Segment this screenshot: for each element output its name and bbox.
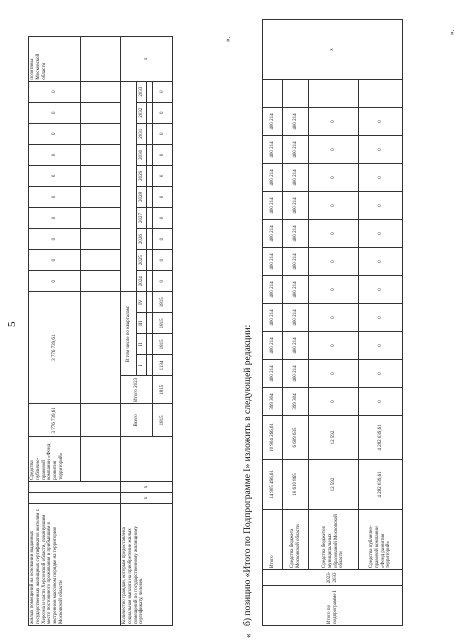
table-cell: 12 592 <box>309 460 359 510</box>
subprogram-label: Итого по подпрограмме I <box>263 586 403 626</box>
table-cell: x <box>121 492 173 503</box>
table-cell: 0 <box>29 123 81 144</box>
table-cell: 0 <box>29 250 81 271</box>
table-cell: 0 <box>309 108 359 136</box>
table-cell: 0 <box>29 102 81 123</box>
header-year: 2028 <box>137 186 147 207</box>
table-cell: 400 214 <box>283 136 309 164</box>
table-cell: 14 905 496,61 <box>263 460 283 510</box>
table-cell: 0 <box>309 164 359 192</box>
table-cell: 0 <box>309 388 359 416</box>
table-cell: 1815 <box>153 334 173 355</box>
table-cell: 0 <box>309 332 359 360</box>
table-cell: 0 <box>29 271 81 292</box>
table-cell: 1134 <box>153 355 173 376</box>
row-activity-text: жилых помещений на основании выданных государственных жилищных сертификатов жителям г. Херсона и части Херсонской области, покинувшим место постоянного проживания и прибывшим в экстренном массовом порядке на территорию Московской области <box>29 504 121 626</box>
table-cell: 1815 <box>153 376 173 404</box>
table-cell: 0 <box>359 164 403 192</box>
table-cell: 400 214 <box>283 332 309 360</box>
table-cell: 400 214 <box>283 164 309 192</box>
table-cell: 10 610 865 <box>283 460 309 510</box>
table-cell: 0 <box>359 248 403 276</box>
table-cell: 0 <box>153 250 173 271</box>
table-cell: x <box>121 481 173 492</box>
table-cell: 0 <box>309 136 359 164</box>
header-year: 2030 <box>137 144 147 165</box>
table-cell: 0 <box>309 304 359 332</box>
table-cell: 0 <box>153 207 173 228</box>
table-cell: 4 282 039,61 <box>359 416 403 460</box>
table-cell: x <box>121 37 173 82</box>
row-label: Итого <box>263 510 283 570</box>
table-cell: 400 214 <box>283 304 309 332</box>
section-heading: б) позицию «Итого по Подпрограмме I» изложить в следующей редакции: <box>243 324 253 626</box>
row-indicator-text: Количество граждан, которым предоставлена социальная выплата на приобретение жилых помещений по государственному жилищному сертификату, человек <box>121 504 173 626</box>
table-cell: 0 <box>29 165 81 186</box>
table-cell: 0 <box>359 276 403 304</box>
table-cell: 10 904 266,61 <box>263 416 283 460</box>
table-cell: 400 214 <box>283 220 309 248</box>
table-row <box>309 20 359 626</box>
table-cell: 0 <box>359 304 403 332</box>
table-cell: 400 214 <box>263 108 283 136</box>
page-number: 5 <box>6 321 18 327</box>
header-year: 2025 <box>137 250 147 271</box>
table-program-activities <box>28 36 173 626</box>
table-cell: 0 <box>309 276 359 304</box>
table-cell: 0 <box>29 81 81 102</box>
table-cell: 0 <box>153 271 173 292</box>
header-q3: III <box>137 313 147 334</box>
table-cell: 0 <box>153 123 173 144</box>
opening-quote-mark: « <box>243 633 253 638</box>
row-label: Средства бюджетов муниципальных образований Московской области <box>309 510 359 570</box>
table-cell: 6 609 635 <box>283 416 309 460</box>
header-q4: IV <box>137 292 147 313</box>
table-cell: 0 <box>359 136 403 164</box>
table-row <box>263 20 283 626</box>
table-cell: 0 <box>359 220 403 248</box>
closing-quote-mark: ». <box>448 29 456 35</box>
header-q1: I <box>137 355 147 376</box>
cell-total: 3 776 739,61 <box>29 404 81 437</box>
table-cell: x <box>263 20 403 80</box>
table-cell: 0 <box>153 102 173 123</box>
table-cell: 400 214 <box>283 360 309 388</box>
row-label: Средства бюджета Московской области <box>283 510 309 570</box>
table-row <box>283 20 309 626</box>
table-cell: 1815 <box>153 292 173 313</box>
table-cell: 400 214 <box>263 164 283 192</box>
table-cell: 400 214 <box>283 248 309 276</box>
table-cell: 399 304 <box>283 388 309 416</box>
table-cell: 12 592 <box>309 416 359 460</box>
table-cell: 400 214 <box>263 136 283 164</box>
table-cell: 0 <box>153 165 173 186</box>
table-cell: 0 <box>359 332 403 360</box>
cell-end: позитивы Московской области <box>29 37 81 82</box>
table-row <box>29 37 81 626</box>
table-cell: 0 <box>29 186 81 207</box>
table-cell: 400 214 <box>263 332 283 360</box>
header-q2: II <box>137 334 147 355</box>
table-cell: 0 <box>29 229 81 250</box>
table-cell: 400 214 <box>263 192 283 220</box>
header-year: 2026 <box>137 229 147 250</box>
subprogram-period: 2023-2033 <box>263 570 403 586</box>
table-cell: 0 <box>29 207 81 228</box>
table-cell: 400 214 <box>263 248 283 276</box>
cell-quarters: 3 776 739,61 <box>29 292 81 404</box>
table-cell: 0 <box>309 220 359 248</box>
table-cell: 1815 <box>153 313 173 334</box>
funding-source: Средства публично-правовой компании «Фонд развития территорий» <box>29 437 81 481</box>
header-quarters: В том числе по кварталам: <box>121 292 137 376</box>
table-cell: 400 214 <box>283 108 309 136</box>
closing-quote-mark: ». <box>224 36 232 42</box>
table-cell: 0 <box>153 229 173 250</box>
table-cell: 1815 <box>153 404 173 437</box>
table-cell: 0 <box>153 144 173 165</box>
table-cell: 0 <box>309 360 359 388</box>
table-cell: 400 214 <box>263 276 283 304</box>
header-year: 2031 <box>137 123 147 144</box>
table-cell: 0 <box>359 388 403 416</box>
table-cell: 4 282 039,61 <box>359 460 403 510</box>
table-cell: 0 <box>359 360 403 388</box>
table-cell: 400 214 <box>263 304 283 332</box>
table-subprogram-total <box>262 19 403 626</box>
table-cell: 0 <box>153 186 173 207</box>
header-total-2023: Итого 2023 <box>121 376 153 404</box>
table-row <box>359 20 403 626</box>
table-cell: 399 304 <box>263 388 283 416</box>
header-total: Всего <box>121 404 153 437</box>
header-year: 2027 <box>137 207 147 228</box>
table-row <box>121 37 137 626</box>
table-cell: 0 <box>359 192 403 220</box>
header-year: 2032 <box>137 102 147 123</box>
table-cell: 400 214 <box>263 220 283 248</box>
table-cell: 400 214 <box>283 276 309 304</box>
header-year: 2024 <box>137 271 147 292</box>
table-cell: 400 214 <box>283 192 309 220</box>
table-cell: 400 214 <box>263 360 283 388</box>
header-year: 2029 <box>137 165 147 186</box>
table-cell: 0 <box>29 144 81 165</box>
header-year: 2033 <box>137 81 147 102</box>
table-cell: 0 <box>309 192 359 220</box>
row-label: Средства публично-правовой компании «Фонд развития территорий» <box>359 510 403 570</box>
table-cell: 0 <box>359 108 403 136</box>
table-cell: 0 <box>153 81 173 102</box>
table-cell: 0 <box>309 248 359 276</box>
